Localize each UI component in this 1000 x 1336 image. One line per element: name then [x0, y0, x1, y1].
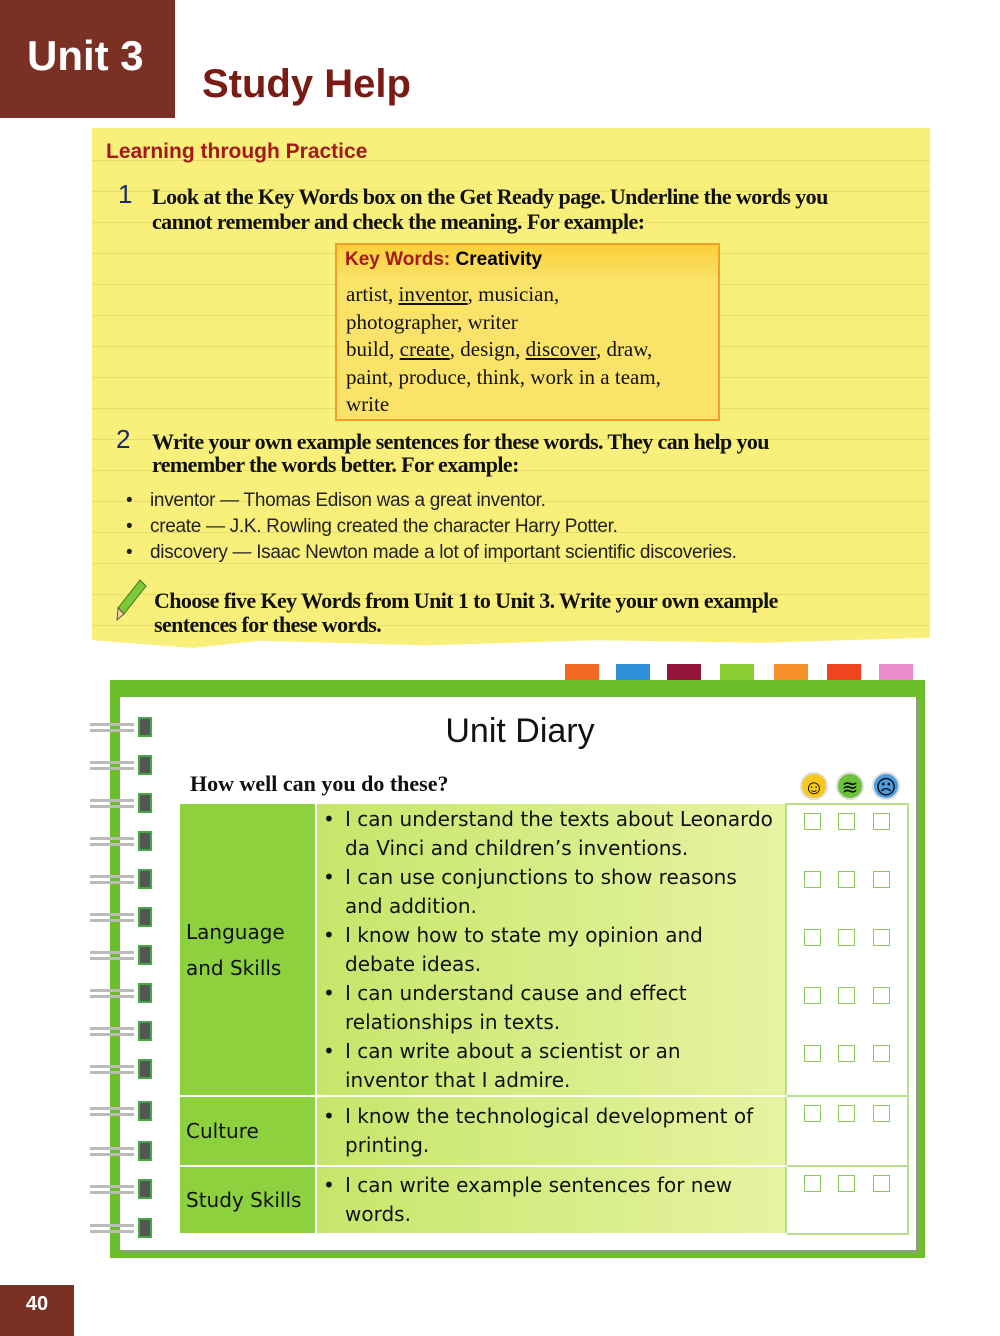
key-words-label: Key Words: — [345, 249, 451, 270]
key-words-line — [346, 281, 709, 309]
diary-row — [180, 804, 908, 1096]
rating-checkbox-sad[interactable] — [873, 1105, 890, 1122]
rating-column — [786, 1096, 908, 1166]
rating-checkbox-happy[interactable] — [804, 1105, 821, 1122]
diary-item: • I can write about a scientist or an inventor that I admire. — [323, 1037, 783, 1095]
rating-checkbox-sad[interactable] — [873, 813, 890, 830]
rating-checkbox-so-so[interactable] — [838, 1175, 855, 1192]
spiral-ring — [90, 793, 162, 813]
rating-checkbox-happy[interactable] — [804, 871, 821, 888]
spiral-ring — [90, 1021, 162, 1041]
rating-checkbox-happy[interactable] — [804, 1045, 821, 1062]
word-text: , design, — [449, 337, 526, 361]
category-text: Culture — [186, 1119, 259, 1143]
item-text: da Vinci and children’s inventions. — [345, 835, 689, 860]
rating-checkbox-happy[interactable] — [804, 813, 821, 830]
item-number: 2 — [116, 424, 131, 454]
key-words-header — [337, 245, 718, 277]
diary-item: • I can use conjunctions to show reasons and addition. — [323, 863, 783, 921]
diary-item: • I can understand cause and effect relationships in texts. — [323, 979, 783, 1037]
spiral-ring — [90, 831, 162, 851]
word-text: paint, produce, think, work in a team, — [346, 364, 661, 389]
item-text: inventor that I admire. — [345, 1067, 571, 1092]
spiral-ring — [90, 945, 162, 965]
rating-checkbox-sad[interactable] — [873, 871, 890, 888]
underlined-word: discover — [525, 337, 596, 361]
text-line: Choose five Key Words from Unit 1 to Unit 3. Write your own example — [154, 588, 778, 613]
underlined-word: inventor — [398, 282, 468, 306]
rating-checkboxes — [787, 979, 907, 1037]
item-text: relationships in texts. — [345, 1009, 561, 1034]
category-text: Study Skills — [186, 1188, 302, 1212]
diary-category — [180, 804, 316, 1096]
spiral-ring — [90, 1059, 162, 1079]
rating-checkbox-happy[interactable] — [804, 1175, 821, 1192]
diary-category — [180, 1096, 316, 1166]
rating-checkboxes — [787, 1097, 907, 1155]
rating-checkbox-so-so[interactable] — [838, 1045, 855, 1062]
rating-checkbox-so-so[interactable] — [838, 813, 855, 830]
rating-checkbox-happy[interactable] — [804, 987, 821, 1004]
spiral-ring — [90, 1141, 162, 1161]
key-words-list — [337, 277, 718, 423]
key-words-line — [346, 364, 709, 392]
item-text: and addition. — [345, 893, 477, 918]
rating-checkboxes — [787, 1167, 907, 1225]
item-text: printing. — [345, 1133, 430, 1157]
item-text: I know the technological development of — [345, 1104, 754, 1128]
pencil-icon — [114, 578, 148, 622]
rating-checkboxes — [787, 1037, 907, 1095]
item-text: I can write about a scientist or an — [345, 1038, 681, 1063]
word-text: , musician, — [467, 282, 560, 306]
rating-checkbox-so-so[interactable] — [838, 1105, 855, 1122]
diary-row — [180, 1166, 908, 1234]
diary-item: • I can write example sentences for new words. — [323, 1171, 783, 1229]
item2-text — [152, 430, 769, 476]
text-line: sentences for these words. — [154, 612, 382, 637]
diary-items — [316, 1096, 786, 1166]
page-number: 40 — [0, 1285, 74, 1336]
key-words-line — [346, 309, 709, 337]
rating-checkboxes — [787, 805, 907, 863]
rating-checkbox-sad[interactable] — [873, 987, 890, 1004]
item-text: words. — [345, 1202, 411, 1226]
example-item: • discovery — Isaac Newton made a lot of important scientific discoveries. — [126, 542, 737, 563]
diary-table — [180, 803, 909, 1235]
section-heading: Learning through Practice — [106, 140, 368, 163]
diary-item: • I can understand the texts about Leonardo da Vinci and children’s inventions. — [323, 805, 783, 863]
text-line: cannot remember and check the meaning. For example: — [152, 209, 645, 234]
spiral-ring — [90, 755, 162, 775]
item-text: debate ideas. — [345, 951, 482, 976]
key-words-topic: Creativity — [455, 249, 543, 270]
diary-title: Unit Diary — [445, 712, 595, 750]
rating-checkbox-sad[interactable] — [873, 1175, 890, 1192]
key-words-line — [346, 391, 709, 419]
spiral-ring — [90, 907, 162, 927]
diary-question: How well can you do these? — [190, 771, 449, 796]
rating-checkbox-so-so[interactable] — [838, 987, 855, 1004]
word-text: , draw, — [595, 337, 653, 361]
so-so-face-icon: ≋ — [836, 772, 864, 800]
item-text: I can use conjunctions to show reasons — [345, 864, 737, 889]
rating-column — [786, 1166, 908, 1234]
example-text: inventor — Thomas Edison was a great inventor. — [150, 490, 546, 511]
item-text: I can understand cause and effect — [345, 980, 687, 1005]
text-line: Write your own example sentences for these words. They can help you — [152, 429, 769, 454]
rating-checkbox-so-so[interactable] — [838, 929, 855, 946]
diary-row — [180, 1096, 908, 1166]
underlined-word: create — [399, 337, 450, 361]
example-text: discovery — Isaac Newton made a lot of important scientific discoveries. — [150, 542, 737, 563]
rating-column — [786, 804, 908, 1096]
spiral-ring — [90, 1101, 162, 1121]
text-line: remember the words better. For example: — [152, 452, 519, 477]
item-text: I can write example sentences for new — [345, 1173, 733, 1197]
example-text: create — J.K. Rowling created the character Harry Potter. — [150, 516, 618, 537]
example-item: • inventor — Thomas Edison was a great inventor. — [126, 490, 546, 511]
text-line: Look at the Key Words box on the Get Ready page. Underline the words you — [152, 184, 828, 209]
spiral-ring — [90, 869, 162, 889]
rating-checkbox-so-so[interactable] — [838, 871, 855, 888]
category-text: and Skills — [186, 955, 282, 980]
rating-checkbox-sad[interactable] — [873, 1045, 890, 1062]
key-words-box — [335, 243, 720, 421]
diary-items — [316, 804, 786, 1096]
diary-category — [180, 1166, 316, 1234]
item1-text — [152, 184, 828, 234]
item-text: I know how to state my opinion and — [345, 922, 703, 947]
word-text: artist, — [346, 282, 399, 306]
key-words-line — [346, 336, 709, 364]
task-text — [154, 589, 778, 637]
item-text: I can understand the texts about Leonardo — [345, 806, 773, 831]
spiral-ring — [90, 1218, 162, 1238]
category-text: Language — [186, 919, 285, 944]
diary-items — [316, 1166, 786, 1234]
spiral-ring — [90, 983, 162, 1003]
example-item: • create — J.K. Rowling created the character Harry Potter. — [126, 516, 618, 537]
unit-label: Unit 3 — [0, 0, 175, 118]
diary-item: • I know how to state my opinion and debate ideas. — [323, 921, 783, 979]
happy-face-icon: ☺ — [800, 772, 828, 800]
page-title: Study Help — [202, 62, 411, 106]
diary-item: • I know the technological development of printing. — [323, 1102, 783, 1160]
word-text: write — [346, 392, 390, 416]
sad-face-icon: ☹ — [872, 772, 900, 800]
rating-checkbox-sad[interactable] — [873, 929, 890, 946]
rating-checkboxes — [787, 921, 907, 979]
word-text: build, — [346, 337, 400, 361]
word-text: photographer, writer — [346, 309, 518, 334]
item-number: 1 — [118, 179, 133, 209]
rating-checkboxes — [787, 863, 907, 921]
rating-checkbox-happy[interactable] — [804, 929, 821, 946]
spiral-ring — [90, 1179, 162, 1199]
